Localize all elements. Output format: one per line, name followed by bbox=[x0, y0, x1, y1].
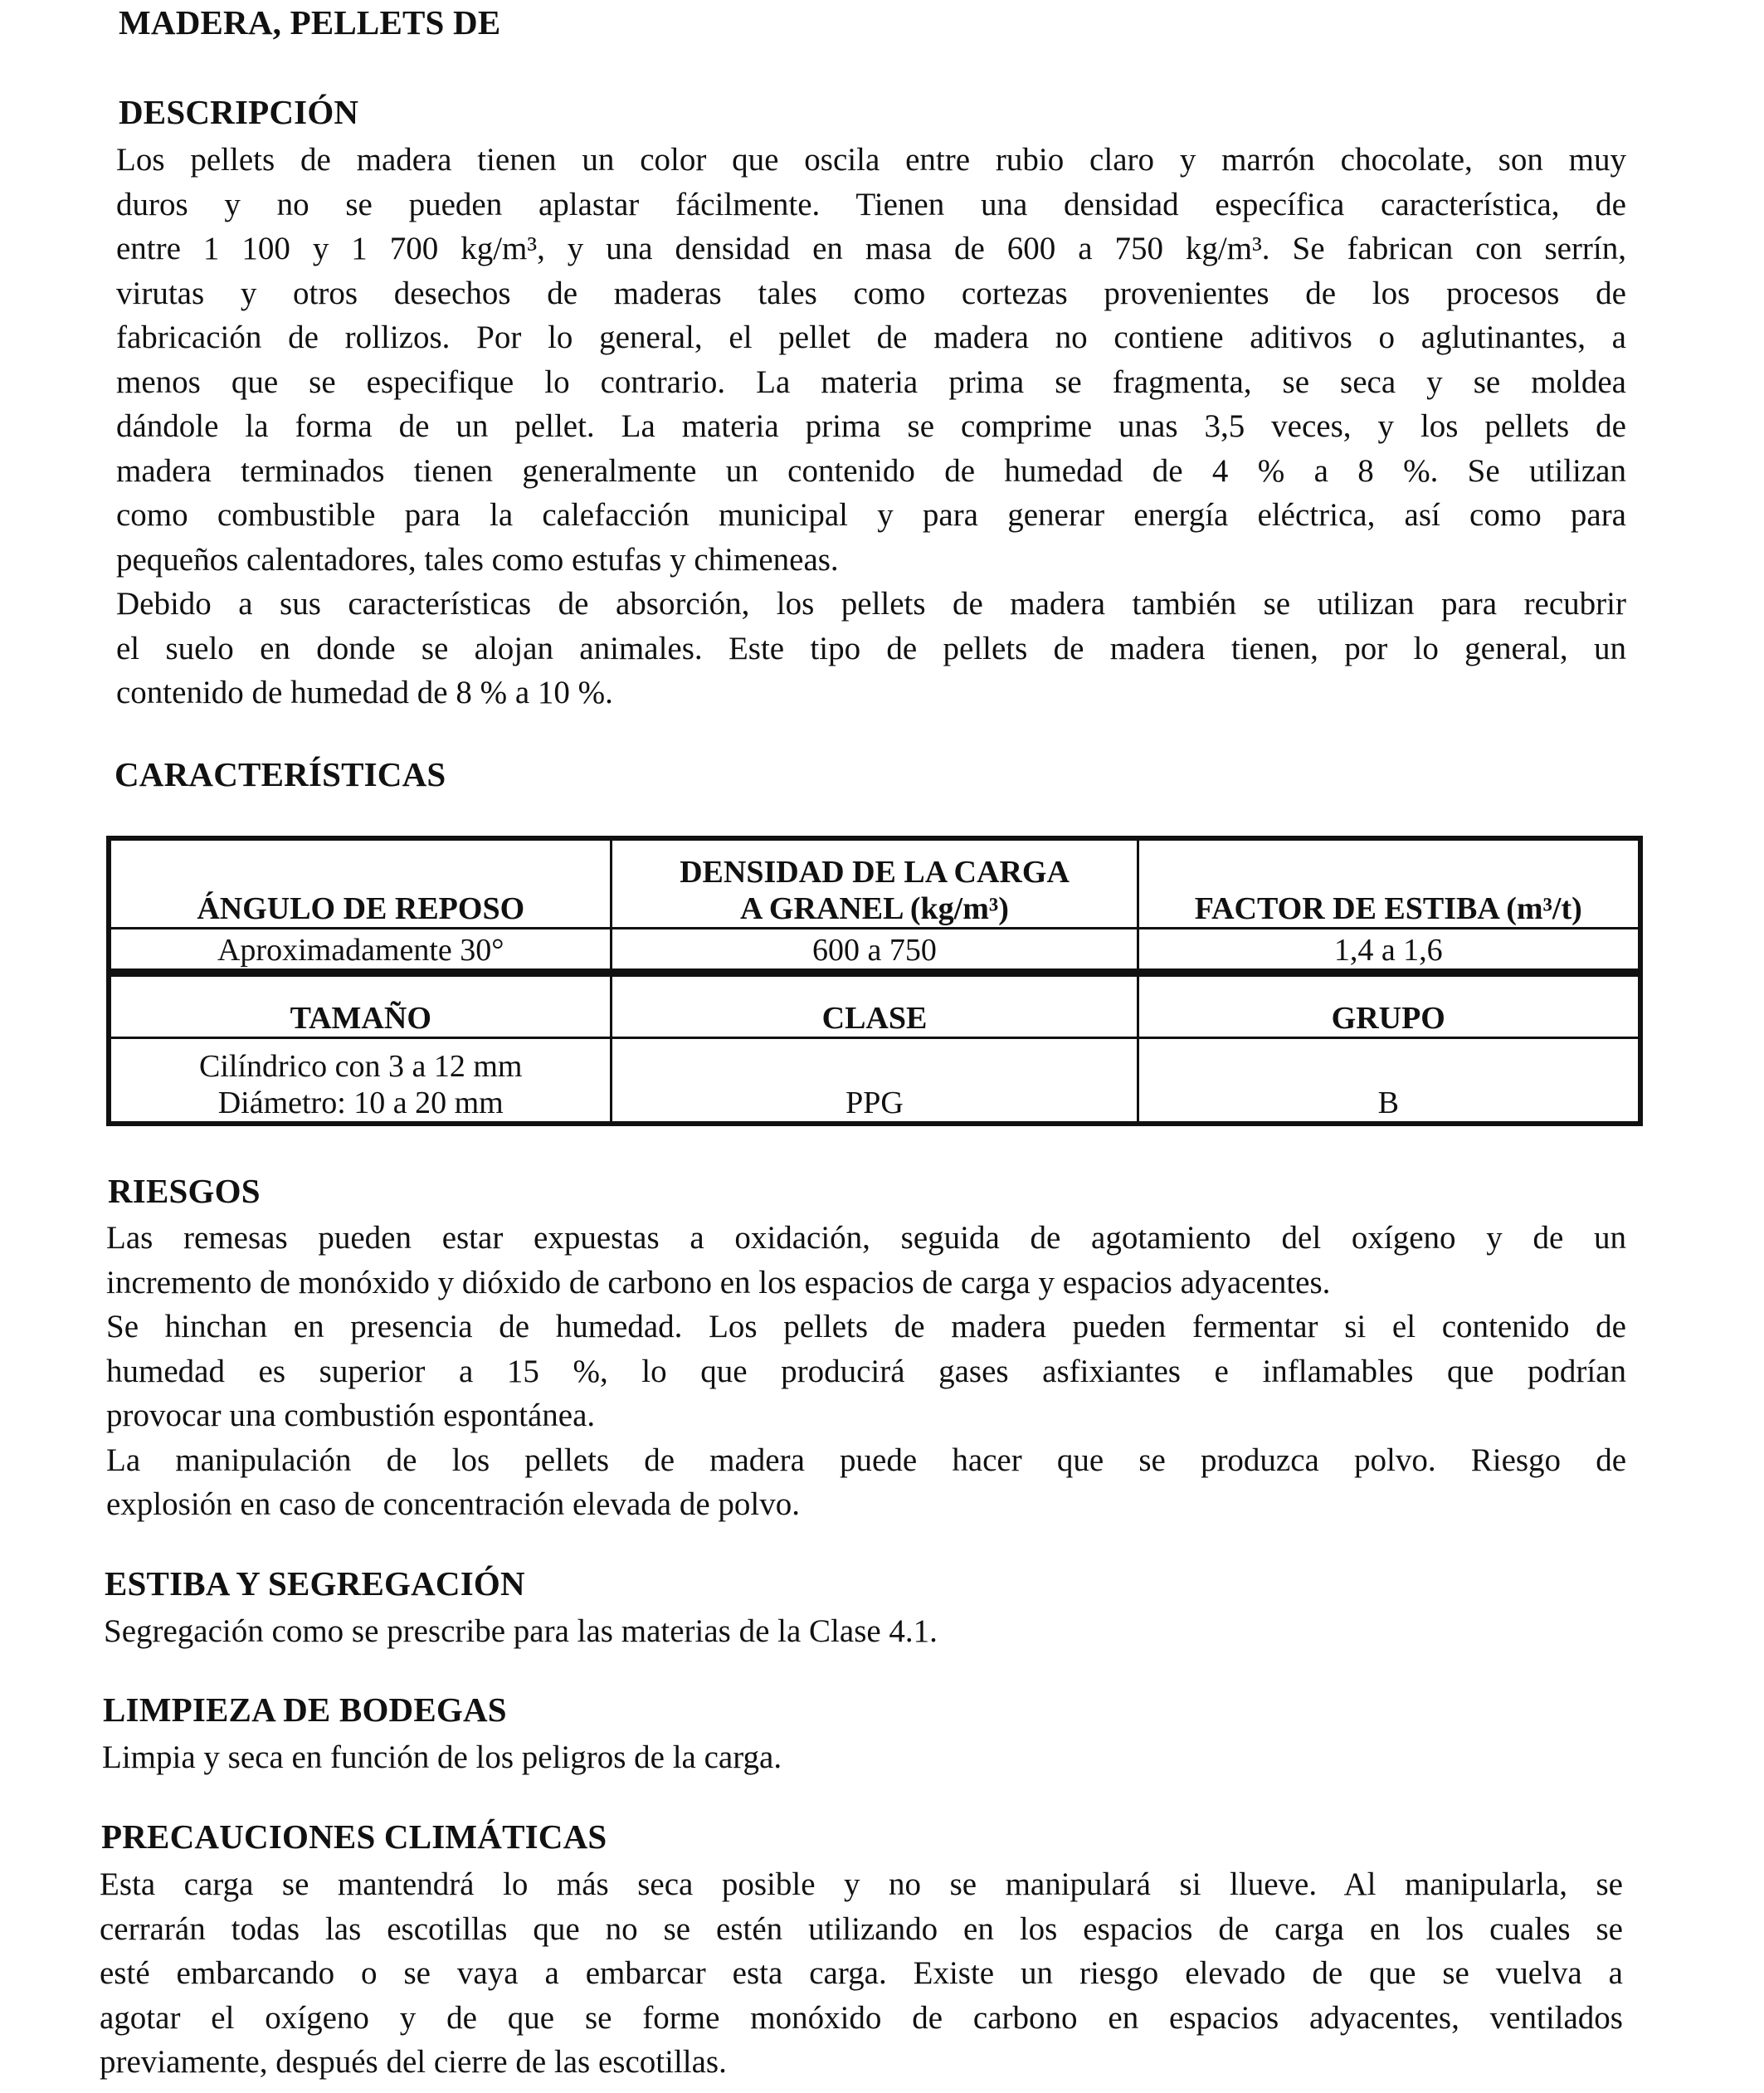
heading-riesgos: RIESGOS bbox=[108, 1172, 261, 1210]
table-row bbox=[109, 838, 1640, 928]
text-line: Se hinchan en presencia de humedad. Los pellets de madera pueden fermentar si el contenido de bbox=[106, 1309, 1626, 1344]
limpieza-text bbox=[102, 1735, 1622, 1780]
value-factor-estiba: 1,4 a 1,6 bbox=[1138, 928, 1640, 973]
header-densidad bbox=[612, 838, 1138, 928]
text-line: madera terminados tienen generalmente un contenido de humedad de 4 % a 8 %. Se utilizan bbox=[116, 452, 1626, 489]
value-tamano-line2: Diámetro: 10 a 20 mm bbox=[217, 1086, 504, 1120]
header-grupo: GRUPO bbox=[1138, 973, 1640, 1037]
precauciones-text bbox=[100, 1862, 1623, 2085]
value-densidad: 600 a 750 bbox=[612, 928, 1138, 973]
value-grupo: B bbox=[1138, 1037, 1640, 1124]
header-clase: CLASE bbox=[612, 973, 1138, 1037]
heading-caracteristicas: CARACTERÍSTICAS bbox=[115, 755, 446, 793]
text-line: contenido de humedad de 8 % a 10 %. bbox=[116, 675, 613, 710]
riesgos-text bbox=[106, 1216, 1626, 1527]
table-row bbox=[109, 1037, 1640, 1124]
text-line: pequeños calentadores, tales como estufas y chimeneas. bbox=[116, 541, 839, 578]
text-line: como combustible para la calefacción municipal y para generar energía eléctrica, así como para bbox=[116, 497, 1626, 533]
text-line: agotar el oxígeno y de que se forme monóxido de carbono en espacios adyacentes, ventilados bbox=[100, 1999, 1623, 2036]
text-line: dándole la forma de un pellet. La materia prima se comprime unas 3,5 veces, y los pellets de bbox=[116, 408, 1626, 444]
header-densidad-line1: DENSIDAD DE LA CARGA bbox=[680, 854, 1070, 890]
value-tamano-line1: Cilíndrico con 3 a 12 mm bbox=[199, 1049, 523, 1084]
text-line: virutas y otros desechos de maderas tales como cortezas provenientes de los procesos de bbox=[116, 275, 1626, 311]
text-line: Esta carga se mantendrá lo más seca posible y no se manipulará si llueve. Al manipularla, se bbox=[100, 1866, 1623, 1902]
text-line: Debido a sus características de absorción, los pellets de madera también se utilizan para recubrir bbox=[116, 586, 1626, 622]
text-line: Las remesas pueden estar expuestas a oxidación, seguida de agotamiento del oxígeno y de un bbox=[106, 1220, 1626, 1256]
text-line: esté embarcando o se vaya a embarcar esta carga. Existe un riesgo elevado de que se vuelva a bbox=[100, 1955, 1623, 1991]
text-line: humedad es superior a 15 %, lo que producirá gases asfixiantes e inflamables que podrían bbox=[106, 1353, 1626, 1389]
header-tamano: TAMAÑO bbox=[109, 973, 612, 1037]
table-row bbox=[109, 973, 1640, 1037]
heading-limpieza: LIMPIEZA DE BODEGAS bbox=[103, 1690, 507, 1729]
text-line: entre 1 100 y 1 700 kg/m³, y una densidad en masa de 600 a 750 kg/m³. Se fabrican con serrín, bbox=[116, 231, 1626, 266]
heading-precauciones: PRECAUCIONES CLIMÁTICAS bbox=[101, 1817, 607, 1856]
text-line: Los pellets de madera tienen un color que oscila entre rubio claro y marrón chocolate, son muy bbox=[116, 142, 1626, 178]
text-line: explosión en caso de concentración elevada de polvo. bbox=[106, 1486, 801, 1522]
text-line: cerrarán todas las escotillas que no se estén utilizando en los espacios de carga en los cuales se bbox=[100, 1910, 1623, 1947]
header-densidad-line2: A GRANEL (kg/m³) bbox=[740, 890, 1009, 926]
text-line: incremento de monóxido y dióxido de carbono en los espacios de carga y espacios adyacentes. bbox=[106, 1264, 1331, 1300]
value-angulo: Aproximadamente 30° bbox=[109, 928, 612, 973]
text-line: duros y no se pueden aplastar fácilmente. Tienen una densidad específica característica, de bbox=[116, 186, 1626, 222]
text-line: La manipulación de los pellets de madera puede hacer que se produzca polvo. Riesgo de bbox=[106, 1442, 1626, 1478]
descripcion-text bbox=[116, 138, 1626, 715]
header-factor-estiba: FACTOR DE ESTIBA (m³/t) bbox=[1138, 838, 1640, 928]
text-line: menos que se especifique lo contrario. La materia prima se fragmenta, se seca y se moldea bbox=[116, 363, 1626, 400]
header-angulo: ÁNGULO DE REPOSO bbox=[109, 838, 612, 928]
value-tamano bbox=[109, 1037, 612, 1124]
text-line: fabricación de rollizos. Por lo general, el pellet de madera no contiene aditivos o aglutinantes, a bbox=[116, 320, 1626, 355]
text-line: Limpia y seca en función de los peligros de la carga. bbox=[102, 1739, 782, 1775]
text-line: el suelo en donde se alojan animales. Este tipo de pellets de madera tienen, por lo general, un bbox=[116, 630, 1626, 666]
heading-descripcion: DESCRIPCIÓN bbox=[119, 93, 359, 131]
text-line: provocar una combustión espontánea. bbox=[106, 1398, 596, 1433]
text-line: Segregación como se prescribe para las materias de la Clase 4.1. bbox=[104, 1613, 938, 1649]
table-row bbox=[109, 928, 1640, 973]
heading-estiba: ESTIBA Y SEGREGACIÓN bbox=[105, 1564, 525, 1603]
value-clase: PPG bbox=[612, 1037, 1138, 1124]
text-line: previamente, después del cierre de las escotillas. bbox=[100, 2044, 727, 2080]
characteristics-table bbox=[106, 836, 1643, 1126]
estiba-text bbox=[104, 1609, 1624, 1654]
page-title: MADERA, PELLETS DE bbox=[119, 3, 501, 41]
